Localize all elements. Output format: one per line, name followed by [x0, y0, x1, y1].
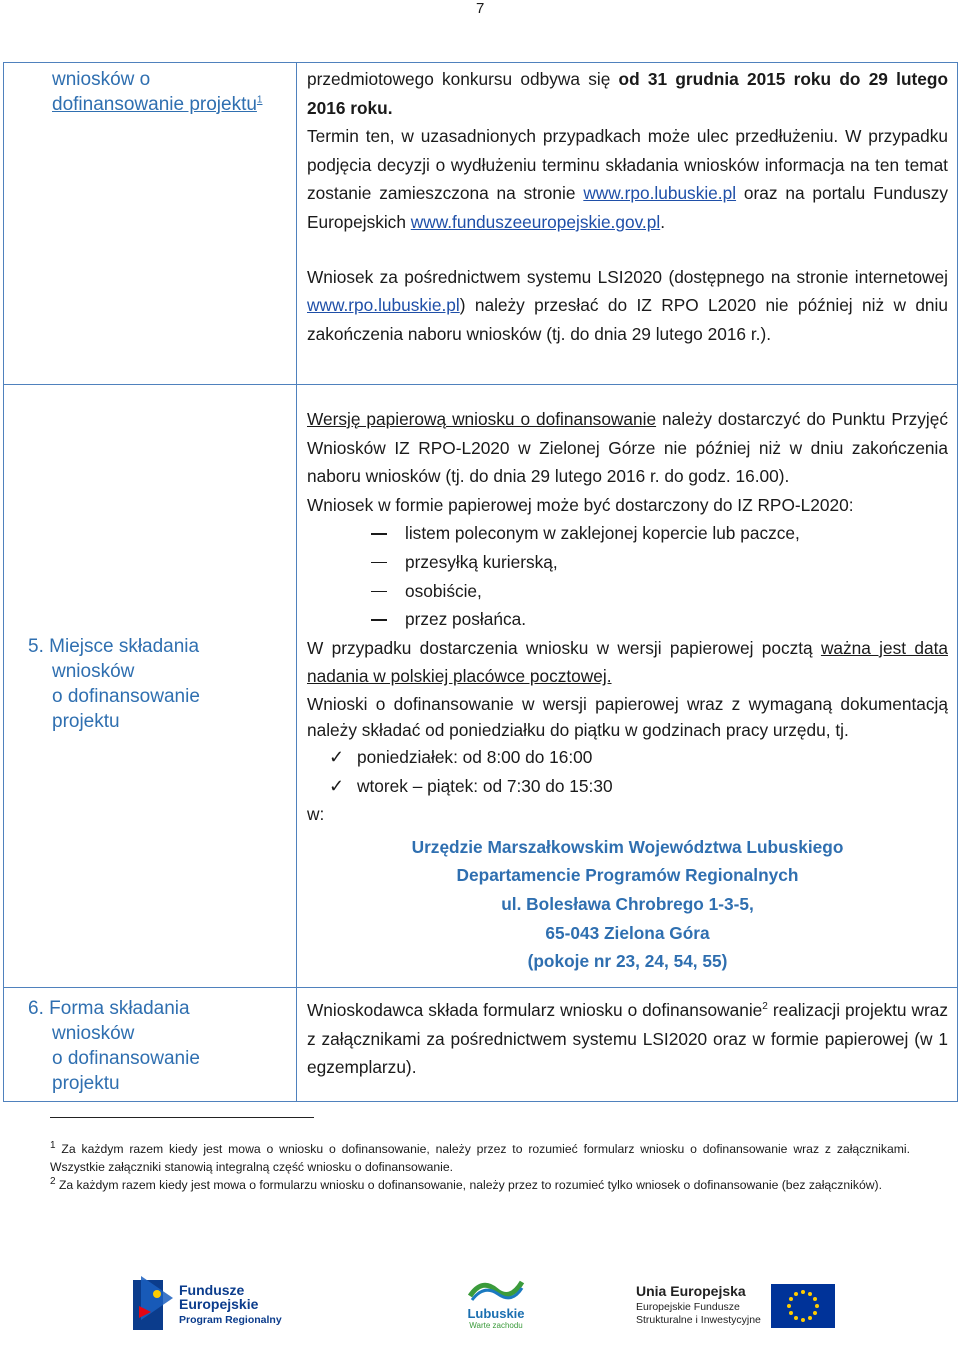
office-address [307, 833, 948, 976]
label-line: projektu [52, 711, 120, 732]
text: Wersję papierową wniosku o dofinansowanie [307, 409, 657, 429]
footnote-number: 1 [50, 1139, 56, 1151]
paragraph: Wniosek w formie papierowej może być dostarczony do IZ RPO-L2020: [307, 494, 854, 515]
row-label [4, 63, 297, 385]
checkmark-icon: ✓ [329, 775, 345, 796]
address-line: ul. Bolesława Chrobrego 1-3-5, [501, 893, 754, 914]
row-label [4, 385, 297, 988]
footnote [50, 1140, 910, 1176]
eu-flag-icon [771, 1284, 835, 1328]
row-label [4, 988, 297, 1102]
logo-text: Europejskie [179, 1296, 259, 1312]
row-content [297, 63, 958, 385]
footnote [50, 1176, 910, 1194]
list-item: osobiście, [371, 577, 948, 606]
logo-text: Program Regionalny [179, 1314, 282, 1326]
list-item [329, 772, 948, 801]
logo-text: Europejskie Fundusze [636, 1301, 740, 1313]
text: Termin ten, w uzasadnionych przypadkach może ulec przedłużeniu. W przypadku podjęcia decyzji o wydłużeniu terminu składania wniosków informacja na ten temat zostanie zamieszczona na stronie [307, 126, 948, 204]
logo-bar [0, 1270, 960, 1345]
fundusze-europejskie-logo [133, 1276, 282, 1334]
opening-hours-list [307, 743, 948, 800]
list-item: przesyłką kurierską, [371, 548, 948, 577]
logo-text: Lubuskie [467, 1306, 525, 1321]
text: należy dostarczyć do Punktu Przyjęć Wniosków IZ RPO-L2020 w Zielonej Górze nie później niż w dniu zakończenia naboru wniosków (tj. do dnia 29 lutego 2016 r. do godz. 16.00). [307, 409, 948, 487]
text: Za każdym razem kiedy jest mowa o formularzu wniosku o dofinansowanie, należy przez to rozumieć tylko wniosek o dofinansowanie (bez załączników). [55, 1178, 882, 1192]
list-item [329, 743, 948, 772]
paragraph [307, 996, 948, 1082]
footnote-ref[interactable]: 1 [256, 94, 263, 106]
paragraph [307, 405, 948, 491]
text: poniedziałek: od 8:00 do 16:00 [357, 746, 593, 767]
label-line: o dofinansowanie [52, 1048, 200, 1069]
lubuskie-wave-icon [466, 1276, 526, 1304]
paragraph [307, 263, 948, 349]
paragraph: Wnioski o dofinansowanie w wersji papierowej wraz z wymaganą dokumentacją należy składać od poniedziałku do piątku w godzinach pracy urzędu, tj. [307, 693, 948, 740]
checkmark-icon: ✓ [329, 746, 345, 767]
label-line: o dofinansowanie [52, 686, 200, 707]
logo-text: Fundusze [179, 1282, 245, 1298]
label-line: Forma składania [49, 998, 190, 1019]
table-row [4, 63, 958, 385]
deadline-text: od 31 grudnia 2015 roku do 29 lutego 2016 roku. [307, 69, 948, 118]
logo-text: Unia Europejska [636, 1283, 746, 1299]
label-line: wniosków [52, 661, 135, 682]
paragraph [307, 122, 948, 236]
label-line: dofinansowanie projektu [52, 94, 257, 115]
text: W przypadku dostarczenia wniosku w wersji papierowej pocztą [307, 637, 821, 658]
footnote-separator [50, 1117, 314, 1118]
label-number: 6. [28, 998, 44, 1019]
lubuskie-logo [466, 1276, 526, 1330]
address-line: Departamencie Programów Regionalnych [456, 865, 799, 886]
link-rpo[interactable]: www.rpo.lubuskie.pl [583, 183, 737, 204]
text: Wniosek za pośrednictwem systemu LSI2020 (dostępnego na stronie internetowej [307, 266, 948, 287]
paragraph: w: [307, 804, 325, 825]
address-line: 65-043 Zielona Góra [545, 922, 710, 943]
list-item: przez posłańca. [371, 605, 948, 634]
row-content [297, 988, 958, 1102]
table-row [4, 385, 958, 988]
footnotes [50, 1140, 910, 1194]
text: wtorek – piątek: od 7:30 do 15:30 [357, 775, 613, 796]
page-number: 7 [476, 0, 485, 17]
label-number: 5. [28, 636, 44, 657]
footnote-ref[interactable]: 2 [762, 1001, 768, 1013]
unia-europejska-logo [636, 1284, 835, 1328]
logo-text: Strukturalne i Inwestycyjne [636, 1314, 761, 1326]
text: . [660, 211, 666, 232]
label-line: wniosków [52, 1023, 135, 1044]
label-line: wniosków o [52, 69, 151, 90]
text: Wnioskodawca składa formularz wniosku o dofinansowanie [307, 1000, 763, 1020]
text: ) należy przesłać do IZ RPO L2020 nie później niż w dniu zakończenia naboru wniosków (tj. do dnia 29 lutego 2016 r.). [307, 295, 948, 344]
text: realizacji projektu wraz z załącznikami za pośrednictwem systemu LSI2020 oraz w formie papierowej (w 1 egzemplarzu). [307, 1000, 948, 1078]
label-line: projektu [52, 1073, 120, 1094]
link-funduszeeuropejskie[interactable]: www.funduszeeuropejskie.gov.pl [410, 211, 661, 232]
paragraph [307, 65, 948, 122]
link-rpo[interactable]: www.rpo.lubuskie.pl [307, 295, 460, 316]
table-row [4, 988, 958, 1102]
list-item: listem poleconym w zaklejonej kopercie lub paczce, [371, 519, 948, 548]
logo-text: Warte zachodu [469, 1321, 523, 1330]
address-line: (pokoje nr 23, 24, 54, 55) [527, 951, 728, 972]
paragraph [307, 634, 948, 691]
fe-emblem-icon [133, 1276, 173, 1334]
address-line: Urzędzie Marszałkowskim Województwa Lubuskiego [411, 836, 844, 857]
text: oraz na portalu Funduszy Europejskich [307, 183, 949, 232]
label-line: Miejsce składania [49, 636, 200, 657]
delivery-methods-list [307, 519, 948, 633]
row-content [297, 385, 958, 988]
text: Za każdym razem kiedy jest mowa o wniosku o dofinansowanie, należy przez to rozumieć formularz wniosku o dofinansowanie wraz z załącznikami. Wszystkie załączniki stanowią integralną część wniosku o dofinansowanie. [50, 1142, 910, 1174]
text: przedmiotowego konkursu odbywa się [307, 69, 619, 89]
info-table [3, 62, 958, 1102]
footnote-number: 2 [50, 1175, 56, 1187]
text: ważna jest data nadania w polskiej placówce pocztowej. [307, 637, 948, 687]
